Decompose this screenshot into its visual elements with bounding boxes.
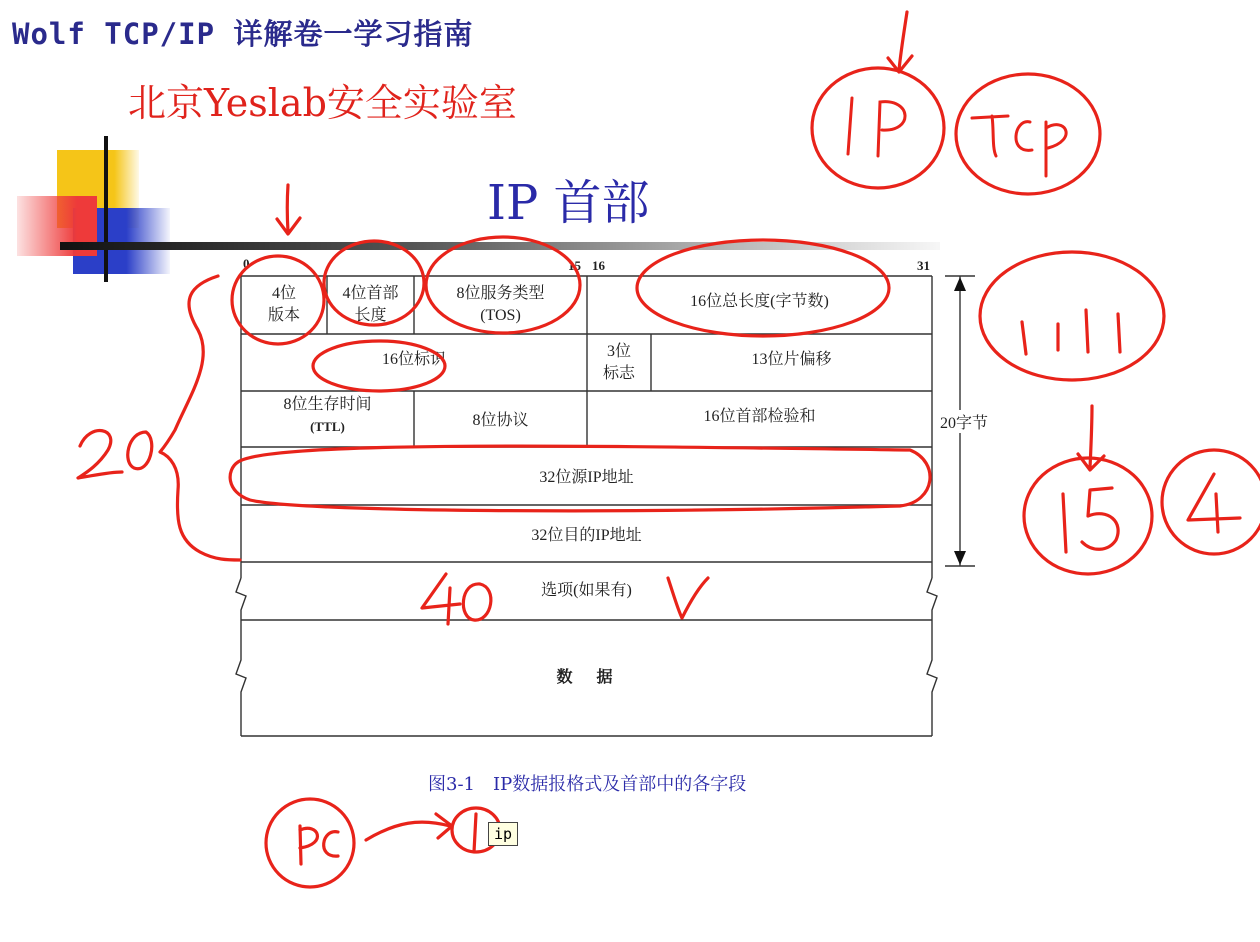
size-label: 20字节 xyxy=(938,410,990,433)
bit-marker-0: 0 xyxy=(243,256,250,271)
lab-subtitle: 北京Yeslab安全实验室 xyxy=(128,81,517,125)
field-protocol: 8位协议 xyxy=(472,412,529,430)
field-data: 数 据 xyxy=(556,669,617,687)
circle-identification xyxy=(313,341,445,391)
circle-tcp xyxy=(956,74,1100,194)
arrow-to-version xyxy=(287,185,288,232)
circle-pc xyxy=(266,799,354,887)
circle-tos xyxy=(426,237,580,333)
digit-2-of-20 xyxy=(78,431,122,478)
field-identification: 16位标识 xyxy=(381,351,446,369)
bit-marker-31: 31 xyxy=(917,258,930,273)
circle-1111 xyxy=(980,252,1164,380)
field-fragment-offset: 13位片偏移 xyxy=(751,351,832,369)
figure-caption: 图3-1 IP数据报格式及首部中的各字段 xyxy=(428,774,747,795)
circle-version xyxy=(232,256,324,344)
brace-20 xyxy=(160,276,240,560)
field-flags: 3位 标志 xyxy=(602,342,635,382)
field-destination-ip: 32位目的IP地址 xyxy=(531,527,642,545)
digit-0-of-20 xyxy=(128,432,152,469)
digit-0-of-40 xyxy=(463,584,491,620)
header-title: Wolf TCP/IP 详解卷一学习指南 xyxy=(12,17,474,51)
circle-source-ip xyxy=(230,446,930,511)
circle-total-length xyxy=(637,240,889,336)
field-checksum: 16位首部检验和 xyxy=(703,408,816,426)
check-mark xyxy=(668,578,708,618)
slide-title: IP 首部 xyxy=(487,175,650,231)
bit-marker-16: 16 xyxy=(592,258,605,273)
field-options: 选项(如果有) xyxy=(541,582,632,600)
field-header-length: 4位首部 长度 xyxy=(342,285,399,324)
field-source-ip: 32位源IP地址 xyxy=(539,469,634,487)
field-version: 4位 版本 xyxy=(267,285,300,324)
ip-tooltip: ip xyxy=(488,822,518,846)
bit-marker-15: 15 xyxy=(568,258,581,273)
circle-4 xyxy=(1162,450,1260,554)
digit-4-of-40 xyxy=(422,574,460,624)
field-total-length: 16位总长度(字节数) xyxy=(690,293,829,311)
circle-header-length xyxy=(324,241,424,325)
field-ttl: 8位生存时间 (TTL) xyxy=(283,396,372,434)
field-tos: 8位服务类型 (TOS) xyxy=(456,285,545,324)
